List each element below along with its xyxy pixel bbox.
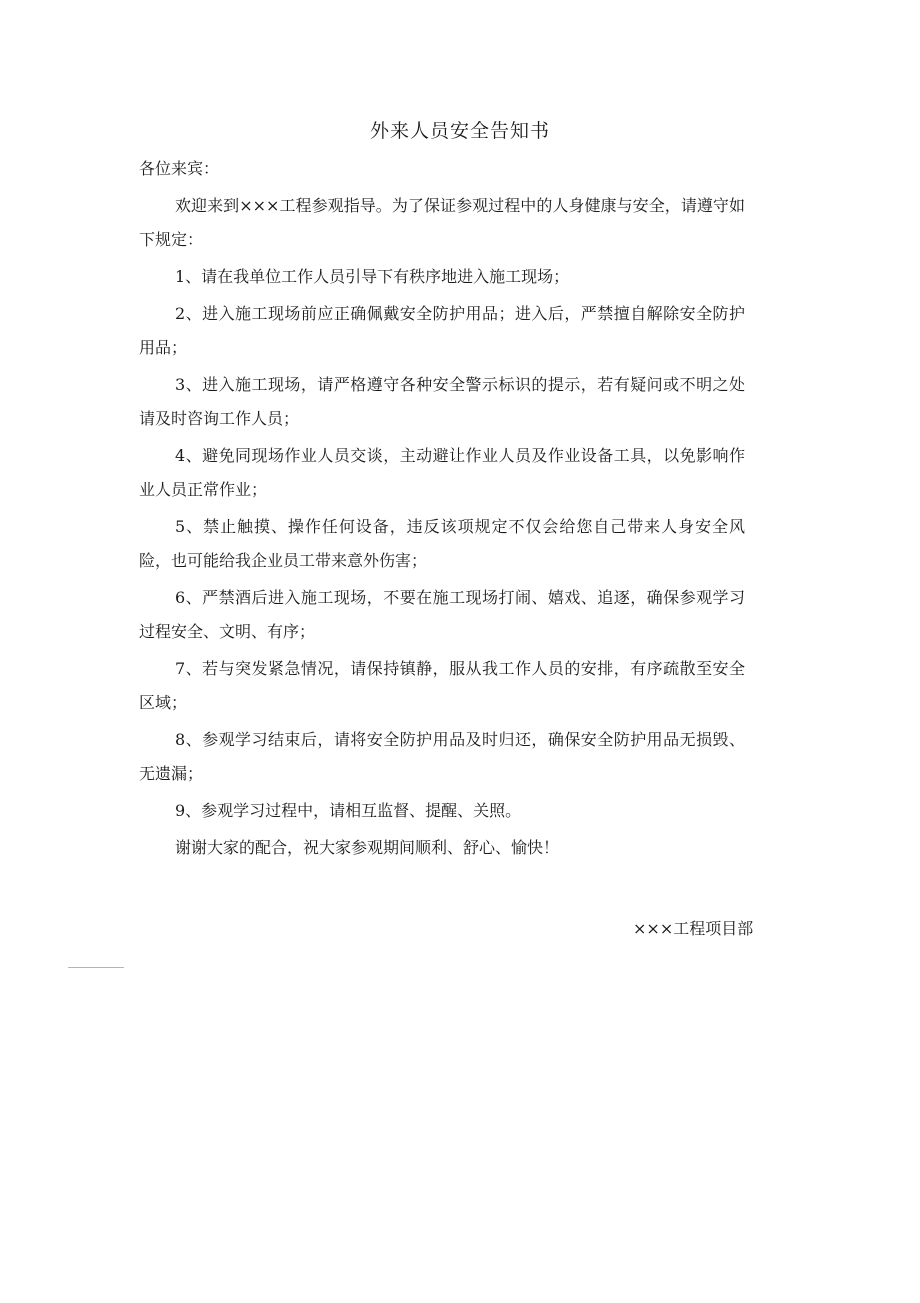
rule-item-3: 3、进入施工现场，请严格遵守各种安全警示标识的提示，若有疑问或不明之处请及时咨询工作人员； <box>139 375 745 428</box>
rule-item-6: 6、严禁酒后进入施工现场，不要在施工现场打闹、嬉戏、追逐，确保参观学习过程安全、文明、有序； <box>139 588 745 641</box>
closing-paragraph: 谢谢大家的配合，祝大家参观期间顺利、舒心、愉快！ <box>175 838 560 857</box>
rule-item-5: 5、禁止触摸、操作任何设备，违反该项规定不仅会给您自己带来人身安全风险，也可能给我企业员工带来意外伤害； <box>139 517 745 570</box>
rule-item-7: 7、若与突发紧急情况，请保持镇静，服从我工作人员的安排，有序疏散至安全区域； <box>139 659 745 712</box>
rule-item-9: 9、参观学习过程中，请相互监督、提醒、关照。 <box>175 801 522 820</box>
salutation: 各位来宾： <box>139 159 220 178</box>
rule-item-1: 1、请在我单位工作人员引导下有秩序地进入施工现场； <box>175 267 570 286</box>
footer-divider <box>68 967 124 968</box>
rule-item-2: 2、进入施工现场前应正确佩戴安全防护用品；进入后，严禁擅自解除安全防护用品； <box>139 304 745 357</box>
signature: ×××工程项目部 <box>633 919 754 938</box>
document-title: 外来人员安全告知书 <box>369 120 550 142</box>
document-body <box>139 189 745 868</box>
intro-paragraph: 欢迎来到×××工程参观指导。为了保证参观过程中的人身健康与安全，请遵守如下规定： <box>139 196 745 249</box>
rule-item-8: 8、参观学习结束后，请将安全防护用品及时归还，确保安全防护用品无损毁、无遗漏； <box>139 730 745 783</box>
rule-item-4: 4、避免同现场作业人员交谈，主动避让作业人员及作业设备工具，以免影响作业人员正常作业； <box>139 446 745 499</box>
